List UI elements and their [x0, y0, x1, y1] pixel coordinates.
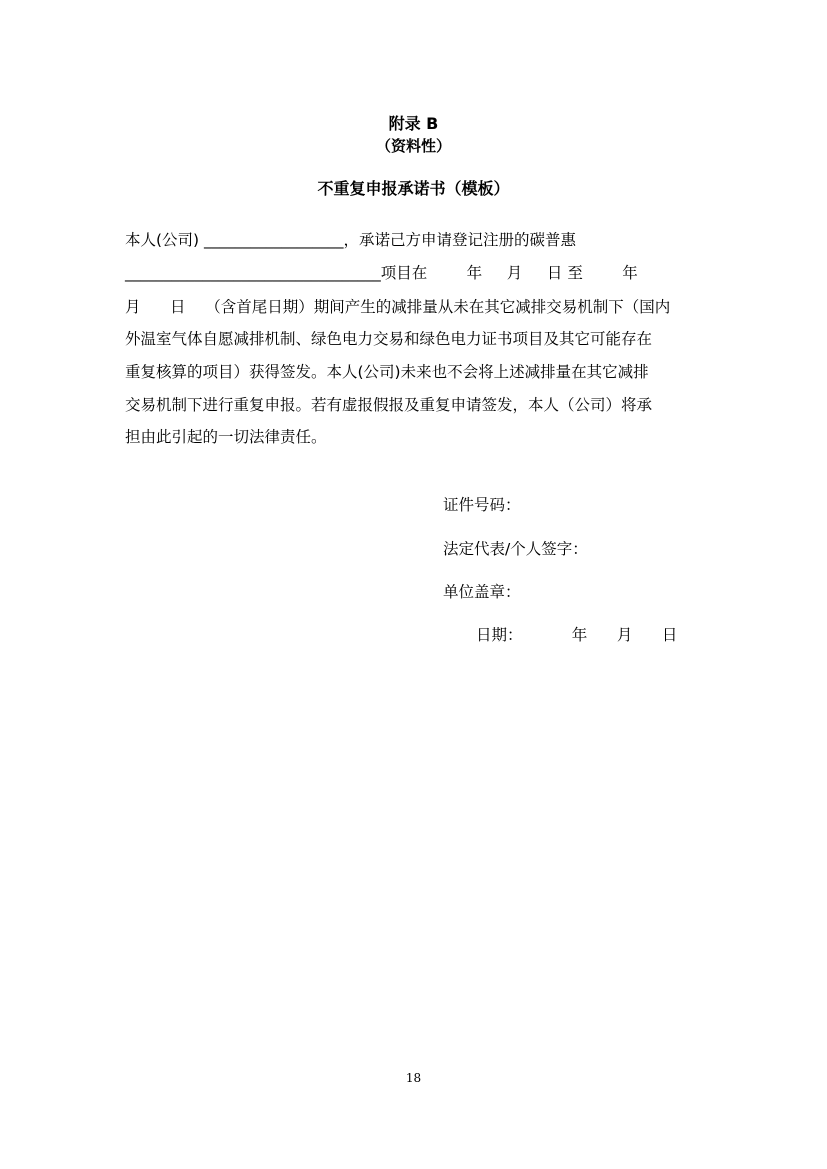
page-number: 18 [405, 1071, 422, 1085]
id-number-label: 证件号码： [443, 496, 521, 514]
appendix-heading: 附录 B [388, 114, 439, 133]
body-line: 月 日 （含首尾日期）期间产生的减排量从未在其它减排交易机制下（国内 [125, 298, 671, 316]
body-line: _________________________________项目在 年 月 日 至 年 [125, 264, 638, 282]
representative-signature-label: 法定代表/个人签字： [443, 540, 588, 558]
body-line: 本人(公司) __________________，承诺己方申请登记注册的碳普惠 [125, 231, 577, 249]
appendix-note: （资料性） [375, 137, 451, 155]
body-line: 交易机制下进行重复申报。若有虚报假报及重复申请签发，本人（公司）将承 [125, 396, 653, 414]
company-seal-label: 单位盖章： [443, 583, 521, 601]
body-line: 重复核算的项目）获得签发。本人(公司)未来也不会将上述减排量在其它减排 [125, 363, 649, 381]
date-label: 日期： 年 月 日 [476, 626, 678, 644]
body-line: 外温室气体自愿减排机制、绿色电力交易和绿色电力证书项目及其它可能存在 [125, 330, 653, 348]
body-line: 担由此引起的一切法律责任。 [125, 428, 327, 446]
document-title: 不重复申报承诺书（模板） [317, 179, 510, 198]
